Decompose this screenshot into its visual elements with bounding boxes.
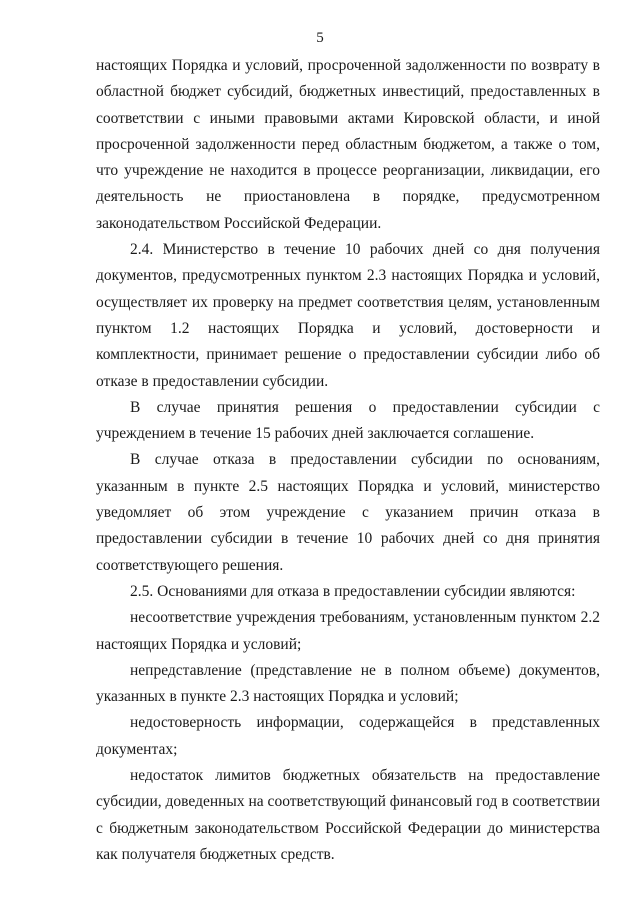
list-item-noncompliance: несоответствие учреждения требованиям, установленным пунктом 2.2 настоящих Порядка и условий; <box>96 609 600 653</box>
list-item-nonsubmission: непредставление (представление не в полном объеме) документов, указанных в пункте 2.3 настоящих Порядка и условий; <box>96 661 600 706</box>
list-item-unreliable-info: недостоверность информации, содержащейся в представленных документах; <box>96 714 600 758</box>
document-body <box>96 53 600 868</box>
list-item-insufficient-limits: недостаток лимитов бюджетных обязательств на предоставление субсидии, доведенных на соответствующий финансовый год в соответствии с бюджетным законодательством Российской Федерации до министерства как получателя бюджетных средств. <box>96 767 600 863</box>
paragraph-2-5: 2.5. Основаниями для отказа в предоставлении субсидии являются: <box>130 582 576 600</box>
paragraph-continuation: настоящих Порядка и условий, просроченной задолженности по возврату в областной бюджет субсидий, бюджетных инвестиций, предоставленных в соответствии с иными правовыми актами Кировской области, и иной просроченной задолженности перед областным бюджетом, а также о том, что учреждение не находится в процессе реорганизации, ликвидации, его деятельность не приостановлена в порядке, предусмотренном законодательством Российской Федерации. <box>96 57 600 232</box>
page-number: 5 <box>316 30 324 46</box>
paragraph-agreement: В случае принятия решения о предоставлении субсидии с учреждением в течение 15 рабочих дней заключается соглашение. <box>96 398 600 443</box>
paragraph-refusal-notice: В случае отказа в предоставлении субсидии по основаниям, указанным в пункте 2.5 настоящих Порядка и условий, министерство уведомляет об этом учреждение с указанием причин отказа в предоставлении субсидии в течение 10 рабочих дней со дня принятия соответствующего решения. <box>96 451 600 574</box>
paragraph-2-4: 2.4. Министерство в течение 10 рабочих дней со дня получения документов, предусмотренных пунктом 2.3 настоящих Порядка и условий, осуществляет их проверку на предмет соответствия целям, установленным пунктом 1.2 настоящих Порядка и условий, достоверности и комплектности, принимает решение о предоставлении субсидии либо об отказе в предоставлении субсидии. <box>96 241 600 390</box>
